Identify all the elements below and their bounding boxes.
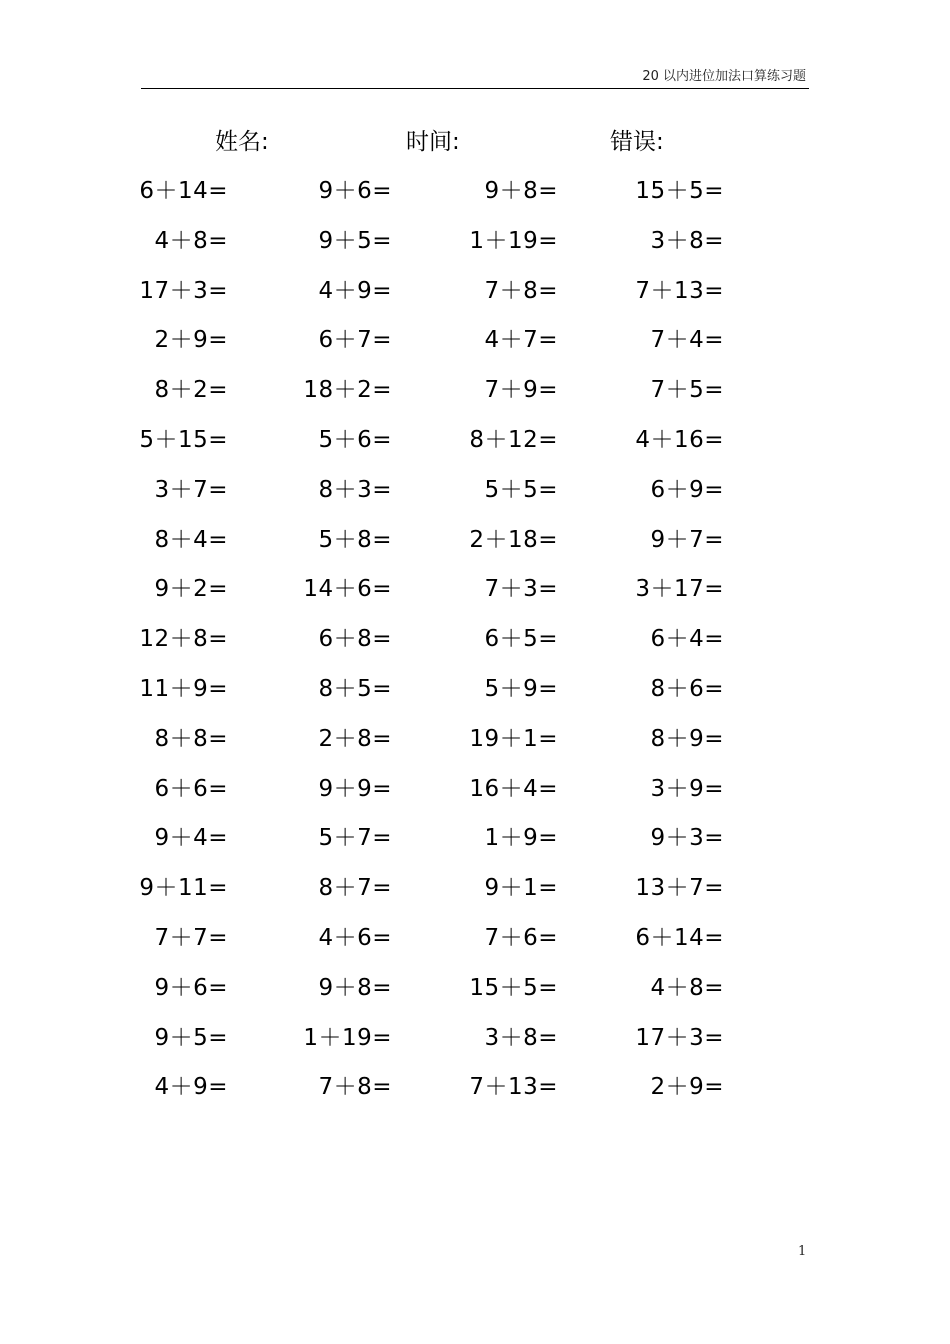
problem-cell: 8＋2= xyxy=(154,377,228,404)
problem-cell: 9＋9= xyxy=(318,775,392,802)
problem-cell: 3＋8= xyxy=(650,227,724,254)
problem-cell: 6＋14= xyxy=(139,178,228,204)
problem-cell: 6＋8= xyxy=(318,626,392,653)
problem-cell: 3＋17= xyxy=(635,576,724,603)
problem-cell: 6＋5= xyxy=(484,626,558,653)
problem-cell: 7＋13= xyxy=(635,277,724,304)
problem-cell: 9＋4= xyxy=(154,825,228,852)
problem-cell: 9＋5= xyxy=(318,227,392,254)
problem-cell: 16＋4= xyxy=(469,775,558,802)
problem-cell: 1＋9= xyxy=(484,825,558,852)
problem-cell: 17＋3= xyxy=(635,1024,724,1051)
problem-cell: 15＋5= xyxy=(635,178,724,204)
problem-cell: 8＋3= xyxy=(318,476,392,503)
problem-cell: 8＋7= xyxy=(318,875,392,902)
problem-cell: 15＋5= xyxy=(469,974,558,1001)
problem-cell: 9＋6= xyxy=(154,974,228,1001)
problem-cell: 8＋8= xyxy=(154,725,228,752)
problem-cell: 3＋9= xyxy=(650,775,724,802)
problem-cell: 5＋15= xyxy=(139,427,228,453)
problem-cell: 8＋6= xyxy=(650,676,724,702)
problem-cell: 9＋6= xyxy=(318,178,392,204)
problem-cell: 5＋7= xyxy=(318,825,392,852)
problem-cell: 3＋7= xyxy=(154,476,228,503)
problem-cell: 9＋5= xyxy=(154,1024,228,1051)
problem-cell: 4＋8= xyxy=(154,227,228,254)
problem-cell: 4＋9= xyxy=(154,1074,228,1101)
error-label: 错误: xyxy=(610,129,664,155)
problem-cell: 9＋7= xyxy=(650,526,724,553)
problem-cell: 5＋5= xyxy=(484,476,558,503)
problem-cell: 7＋4= xyxy=(650,327,724,354)
header-title: 20 以内进位加法口算练习题 xyxy=(642,69,806,84)
problem-cell: 18＋2= xyxy=(303,377,392,404)
problem-cell: 14＋6= xyxy=(303,576,392,603)
problem-cell: 5＋6= xyxy=(318,427,392,453)
problem-cell: 9＋8= xyxy=(484,178,558,204)
problem-cell: 12＋8= xyxy=(139,626,228,653)
problem-cell: 2＋9= xyxy=(154,327,228,354)
problem-cell: 2＋9= xyxy=(650,1074,724,1101)
problem-cell: 4＋16= xyxy=(635,427,724,453)
time-label: 时间: xyxy=(406,129,460,155)
problem-cell: 2＋18= xyxy=(469,526,558,553)
problem-cell: 19＋1= xyxy=(469,725,558,752)
problem-cell: 8＋12= xyxy=(469,427,558,453)
problem-cell: 6＋14= xyxy=(635,925,724,951)
problem-cell: 6＋7= xyxy=(318,327,392,354)
problem-cell: 7＋8= xyxy=(484,277,558,304)
problem-cell: 1＋19= xyxy=(469,227,558,254)
problem-cell: 3＋8= xyxy=(484,1024,558,1051)
problem-cell: 4＋9= xyxy=(318,277,392,304)
problem-cell: 7＋13= xyxy=(469,1074,558,1101)
problem-cell: 9＋2= xyxy=(154,576,228,603)
problem-cell: 7＋7= xyxy=(154,925,228,951)
problem-cell: 8＋4= xyxy=(154,526,228,553)
problem-cell: 11＋9= xyxy=(139,676,228,702)
problem-cell: 4＋8= xyxy=(650,974,724,1001)
problem-cell: 13＋7= xyxy=(635,875,724,902)
name-label: 姓名: xyxy=(215,129,269,155)
problem-cell: 5＋8= xyxy=(318,526,392,553)
problem-cell: 7＋9= xyxy=(484,377,558,404)
problem-cell: 7＋8= xyxy=(318,1074,392,1101)
problem-cell: 9＋3= xyxy=(650,825,724,852)
problem-cell: 7＋3= xyxy=(484,576,558,603)
problem-cell: 5＋9= xyxy=(484,676,558,702)
problem-cell: 9＋8= xyxy=(318,974,392,1001)
problem-cell: 4＋6= xyxy=(318,925,392,951)
problem-cell: 6＋6= xyxy=(154,775,228,802)
problem-cell: 9＋1= xyxy=(484,875,558,902)
problem-cell: 6＋4= xyxy=(650,626,724,653)
problem-cell: 7＋6= xyxy=(484,925,558,951)
problem-cell: 1＋19= xyxy=(303,1024,392,1051)
problem-cell: 7＋5= xyxy=(650,377,724,404)
problem-cell: 17＋3= xyxy=(139,277,228,304)
problem-cell: 8＋5= xyxy=(318,676,392,702)
problem-cell: 2＋8= xyxy=(318,725,392,752)
problem-cell: 6＋9= xyxy=(650,476,724,503)
problem-cell: 4＋7= xyxy=(484,327,558,354)
page-number: 1 xyxy=(798,1244,807,1259)
problem-cell: 9＋11= xyxy=(139,875,228,902)
problem-cell: 8＋9= xyxy=(650,725,724,752)
